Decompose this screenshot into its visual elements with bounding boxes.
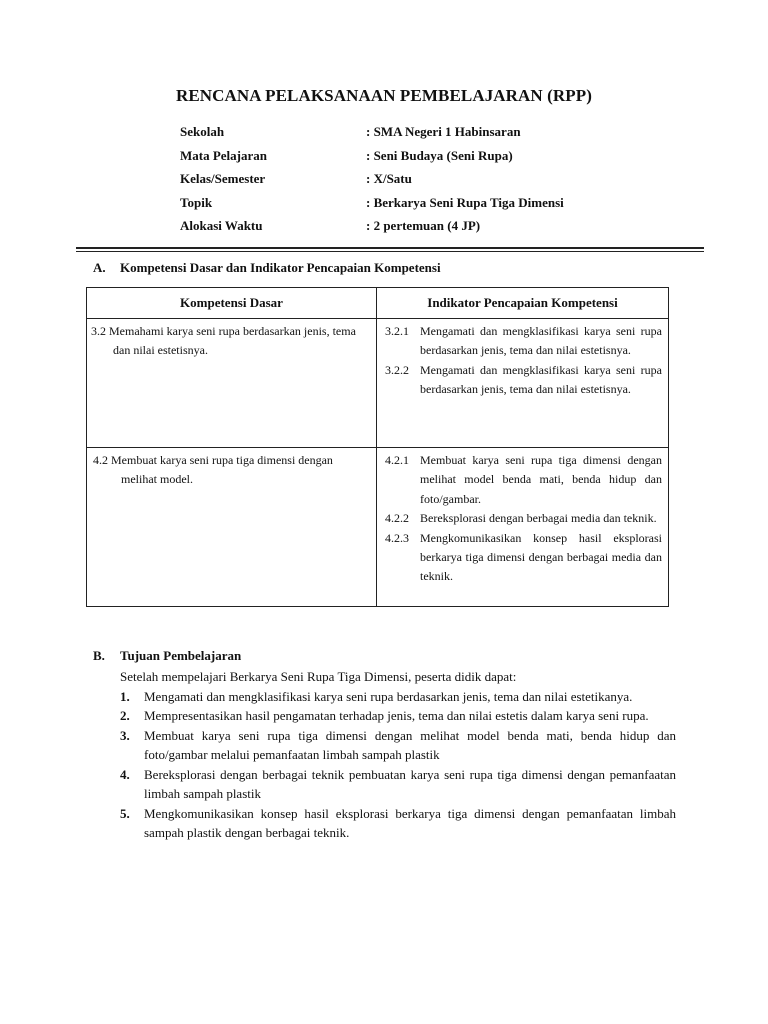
indicator-text: Mengamati dan mengklasifikasi karya seni rupa berdasarkan jenis, tema dan nilai estetisnya. [420, 324, 662, 358]
list-item [120, 726, 676, 765]
info-label: Mata Pelajaran [180, 147, 268, 163]
info-value: : 2 pertemuan (4 JP) [366, 218, 481, 233]
item-number: 3. [120, 727, 130, 743]
item-number: 1. [120, 688, 130, 704]
info-label: Alokasi Waktu [180, 218, 263, 233]
section-title: Tujuan Pembelajaran [120, 648, 242, 663]
column-header: Kompetensi Dasar [87, 288, 377, 319]
item-text: Mempresentasikan hasil pengamatan terhadap jenis, tema dan nilai estetis dalam karya seni rupa. [144, 708, 649, 723]
info-row-sekolah [180, 124, 700, 148]
info-row-mata-pelajaran [180, 148, 700, 172]
indicator-text: Mengamati dan mengklasifikasi karya seni rupa berdasarkan jenis, tema dan nilai estetisnya. [420, 362, 662, 397]
section-title: Kompetensi Dasar dan Indikator Pencapaian Kompetensi [120, 260, 441, 275]
objectives-intro: Setelah mempelajari Berkarya Seni Rupa Tiga Dimensi, peserta didik dapat: [120, 669, 517, 684]
table-row [87, 448, 669, 607]
indicator-number: 4.2.3 [385, 530, 409, 545]
list-item [120, 706, 676, 726]
column-header: Indikator Pencapaian Kompetensi [377, 288, 669, 319]
indicator-item [381, 451, 662, 509]
info-label: Sekolah [180, 124, 225, 139]
table-header-row [87, 288, 669, 319]
indicator-item [381, 361, 662, 400]
list-item [120, 804, 676, 843]
info-value: : Seni Budaya (Seni Rupa) [366, 147, 513, 163]
learning-objectives [120, 667, 676, 843]
info-row-topik [180, 195, 700, 219]
item-number: 4. [120, 766, 130, 782]
section-letter: B. [93, 648, 105, 663]
item-text: Mengkomunikasikan konsep hasil eksplorasi berkarya tiga dimensi dengan pemanfaatan limbah sampah plastik dengan berbagai teknik. [144, 805, 676, 840]
document-title: RENCANA PELAKSANAAN PEMBELAJARAN (RPP) [175, 86, 593, 105]
section-letter: A. [93, 260, 106, 275]
item-number: 5. [120, 805, 130, 821]
info-label: Kelas/Semester [180, 171, 266, 186]
indicator-text: Bereksplorasi dengan berbagai media dan teknik. [420, 511, 657, 526]
info-label: Topik [180, 194, 213, 210]
indicator-number: 4.2.2 [385, 511, 409, 526]
list-item [120, 687, 676, 707]
section-b-heading [93, 648, 241, 664]
objectives-list [120, 687, 676, 843]
info-value: : X/Satu [366, 171, 412, 186]
indicator-cell [377, 319, 669, 448]
item-text: Mengamati dan mengklasifikasi karya seni rupa berdasarkan jenis, tema dan nilai estetikanya. [144, 688, 633, 704]
table-row [87, 319, 669, 448]
kd-text: 3.2 Memahami karya seni rupa berdasarkan jenis, tema dan nilai estetisnya. [91, 324, 356, 358]
info-value: : Berkarya Seni Rupa Tiga Dimensi [366, 194, 564, 210]
kd-text: 4.2 Membuat karya seni rupa tiga dimensi dengan melihat model. [93, 453, 333, 487]
indicator-text: Mengkomunikasikan konsep hasil eksplorasi berkarya tiga dimensi dengan berbagai media dan teknik. [420, 530, 662, 584]
indicator-text: Membuat karya seni rupa tiga dimensi dengan melihat model benda mati, benda hidup dan foto/gambar. [420, 453, 662, 506]
info-row-alokasi-waktu [180, 218, 700, 242]
kd-cell [87, 319, 377, 448]
indicator-number: 4.2.1 [385, 453, 409, 467]
item-text: Membuat karya seni rupa tiga dimensi dengan melihat model benda mati, benda hidup dan foto/gambar melalui pemanfaatan limbah sampah plastik [144, 727, 676, 762]
kd-cell [87, 448, 377, 607]
divider-thick [76, 247, 704, 249]
item-number: 2. [120, 708, 130, 723]
info-value: : SMA Negeri 1 Habinsaran [366, 124, 521, 139]
divider-thin [76, 251, 704, 252]
section-a-heading [93, 260, 441, 276]
indicator-item [381, 509, 662, 528]
competency-table [86, 287, 669, 607]
indicator-number: 3.2.1 [385, 324, 409, 338]
indicator-item [381, 529, 662, 587]
info-row-kelas-semester [180, 171, 700, 195]
list-item [120, 765, 676, 804]
item-text: Bereksplorasi dengan berbagai teknik pembuatan karya seni rupa tiga dimensi dengan pemanfaatan limbah sampah plastik [144, 766, 676, 801]
indicator-item [381, 322, 662, 361]
identity-block [180, 124, 700, 242]
indicator-number: 3.2.2 [385, 362, 409, 377]
indicator-cell [377, 448, 669, 607]
